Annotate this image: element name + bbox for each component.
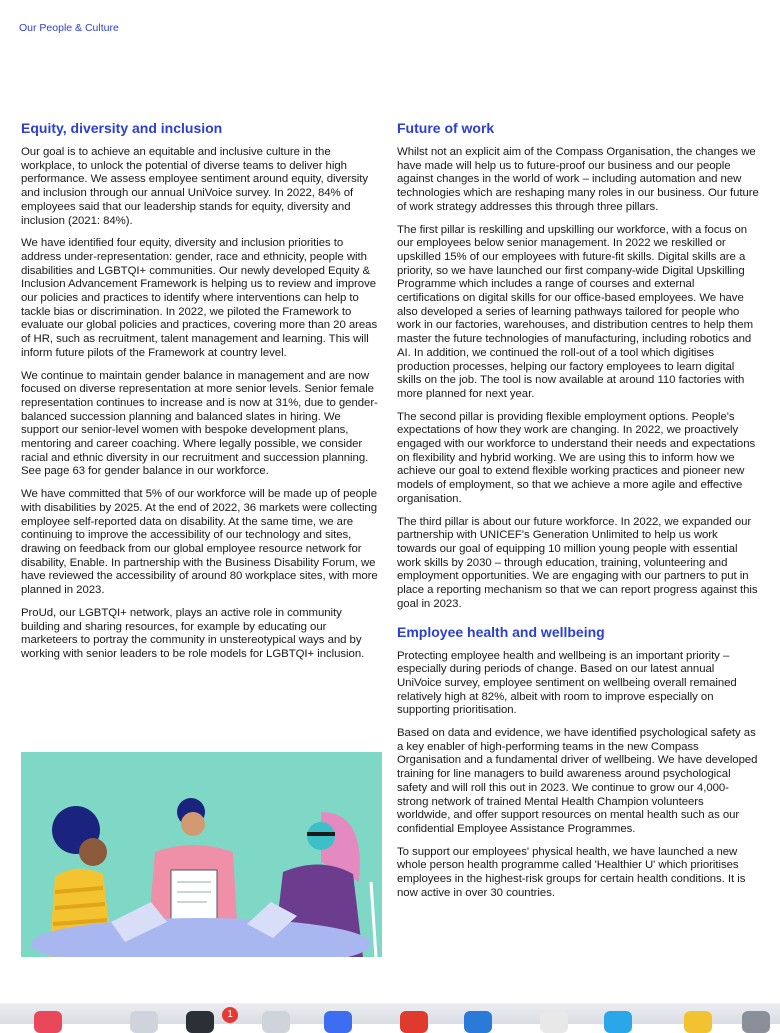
section-heading-future-of-work: Future of work — [397, 120, 495, 136]
app-icon[interactable] — [324, 1011, 352, 1033]
paragraph: The third pillar is about our future workforce. In 2022, we expanded our partnership with UNICEF's Generation Unlimited to help us work towards our goal of equipping 10 million young people with essential work skills by 2030 – through education, training, volunteering and employment opportunities. We are engaging with our partners to put in place a reporting mechanism so that we can report progress against this goal in 2023. — [397, 515, 758, 610]
app-icon[interactable] — [684, 1011, 712, 1033]
app-icon[interactable] — [186, 1011, 214, 1033]
app-icon[interactable] — [540, 1011, 568, 1033]
app-icon[interactable] — [130, 1011, 158, 1033]
team-meeting-illustration — [21, 752, 382, 957]
app-icon[interactable] — [400, 1011, 428, 1033]
paragraph: Our goal is to achieve an equitable and inclusive culture in the workplace, to unlock the potential of diverse teams to deliver high performance. We assess employee sentiment around equity, diversity and inclusion through our annual UniVoice survey. In 2022, 84% of employees said that our leadership stands for equity, diversity and inclusion (2021: 84%). — [21, 146, 369, 227]
app-icon[interactable] — [604, 1011, 632, 1033]
section-heading-health-wellbeing: Employee health and wellbeing — [397, 623, 605, 640]
right-column — [397, 120, 760, 909]
notification-badge: 1 — [222, 1007, 238, 1023]
paragraph: To support our employees' physical health, we have launched a new whole person health programme called 'Healthier U' which prioritises employees in the highest-risk groups for certain health conditions. It is now active in over 30 countries. — [397, 845, 746, 899]
left-column — [21, 120, 380, 671]
people-at-table-image — [21, 752, 382, 957]
taskbar-dock — [0, 1003, 780, 1024]
paragraph: We continue to maintain gender balance in management and are now focused on diverse representation at more senior levels. Senior female representation continues to increase and is now at 31%, due to gender-balanced succession planning and balanced slates in hiring. We support our senior-level women with bespoke development plans, mentoring and career coaching. Where legally possible, we consider racial and ethnic diversity in our recruitment and succession planning. See page 63 for gender balance in our workforce. — [21, 369, 378, 478]
app-icon[interactable] — [742, 1011, 770, 1033]
app-icon[interactable] — [464, 1011, 492, 1033]
paragraph: ProUd, our LGBTQI+ network, plays an active role in community building and sharing resources, for example by educating our marketeers to portray the community in unstereotypical ways and by working with senior leaders to be role models for LGBTQI+ inclusion. — [21, 606, 365, 660]
paragraph: The second pillar is providing flexible employment options. People's expectations of how they work are changing. In 2022, we proactively engaged with our workforce to understand their needs and expectations on flexibility and hybrid working. We are using this to inform how we achieve our goal to extend flexible working practices and pioneer new models of employment, so that we achieve a more agile and effective organisation. — [397, 410, 756, 505]
app-icon[interactable] — [34, 1011, 62, 1033]
paragraph: The first pillar is reskilling and upskilling our workforce, with a focus on our employees below senior management. In 2022 we reskilled or upskilled 15% of our employees with future-fit skills. Digital skills are a priority, so we have launched our first company-wide Digital Upskilling Programme which includes a range of courses and external certifications on digital skills for our office-based employees. We have also developed a series of learning pathways tailored for people who work in our factories, warehouses, and distribution centres to help them master the future technologies of manufacturing, including robotics and AI. In addition, we continued the roll-out of a tool which digitises production processes, helping our factory employees to learn digital skills on the job. The tool is now available at around 110 factories with more planned for next year. — [397, 223, 754, 400]
paragraph: Based on data and evidence, we have identified psychological safety as a key enabler of high-performing teams in the new Compass Organisation and a fundamental driver of wellbeing. We have developed training for line managers to build awareness around psychological safety and will roll this out in 2023. We continue to grow our 4,000-strong network of trained Mental Health Champion volunteers worldwide, and offer support resources on mental health such as our confidential Employee Assistance Programmes. — [397, 727, 758, 835]
paragraph: We have identified four equity, diversity and inclusion priorities to address under-representation: gender, race and ethnicity, people with disabilities and LGBTQI+ communities. Our newly developed Equity & Inclusion Advancement Framework is helping us to review and improve our policies and practices to identify where interventions can help to tackle bias or discrimination. In 2022, we piloted the Framework to evaluate our global policies and practices, covering more than 20 areas of HR, such as recruitment, talent management and learning. This will inform future pilots of the Framework at country level. — [21, 237, 378, 359]
paragraph: Protecting employee health and wellbeing is an important priority – especially during periods of change. Based on our latest annual UniVoice survey, employee sentiment on wellbeing overall remained relatively high at 82%, albeit with room to improve especially on supporting prioritisation. — [397, 649, 737, 717]
section-heading-edi: Equity, diversity and inclusion — [21, 120, 223, 136]
paragraph: Whilst not an explicit aim of the Compass Organisation, the changes we have made will help us to future-proof our business and our people against changes in the world of work – including automation and new technologies which are reshaping many roles in our business. Our future of work strategy addresses this through three pillars. — [397, 146, 759, 213]
app-icon[interactable] — [262, 1011, 290, 1033]
paragraph: We have committed that 5% of our workforce will be made up of people with disabilities by 2025. At the end of 2022, 36 markets were collecting employee self-reported data on disability. At the same time, we are continuing to improve the accessibility of our technology and sites, drawing on feedback from our global employee resource network for disability, Enable. In partnership with the Business Disability Forum, we have reviewed the accessibility of around 80 workplace sites, with more planned in 2023. — [21, 488, 378, 597]
running-head: Our People & Culture — [19, 22, 119, 34]
